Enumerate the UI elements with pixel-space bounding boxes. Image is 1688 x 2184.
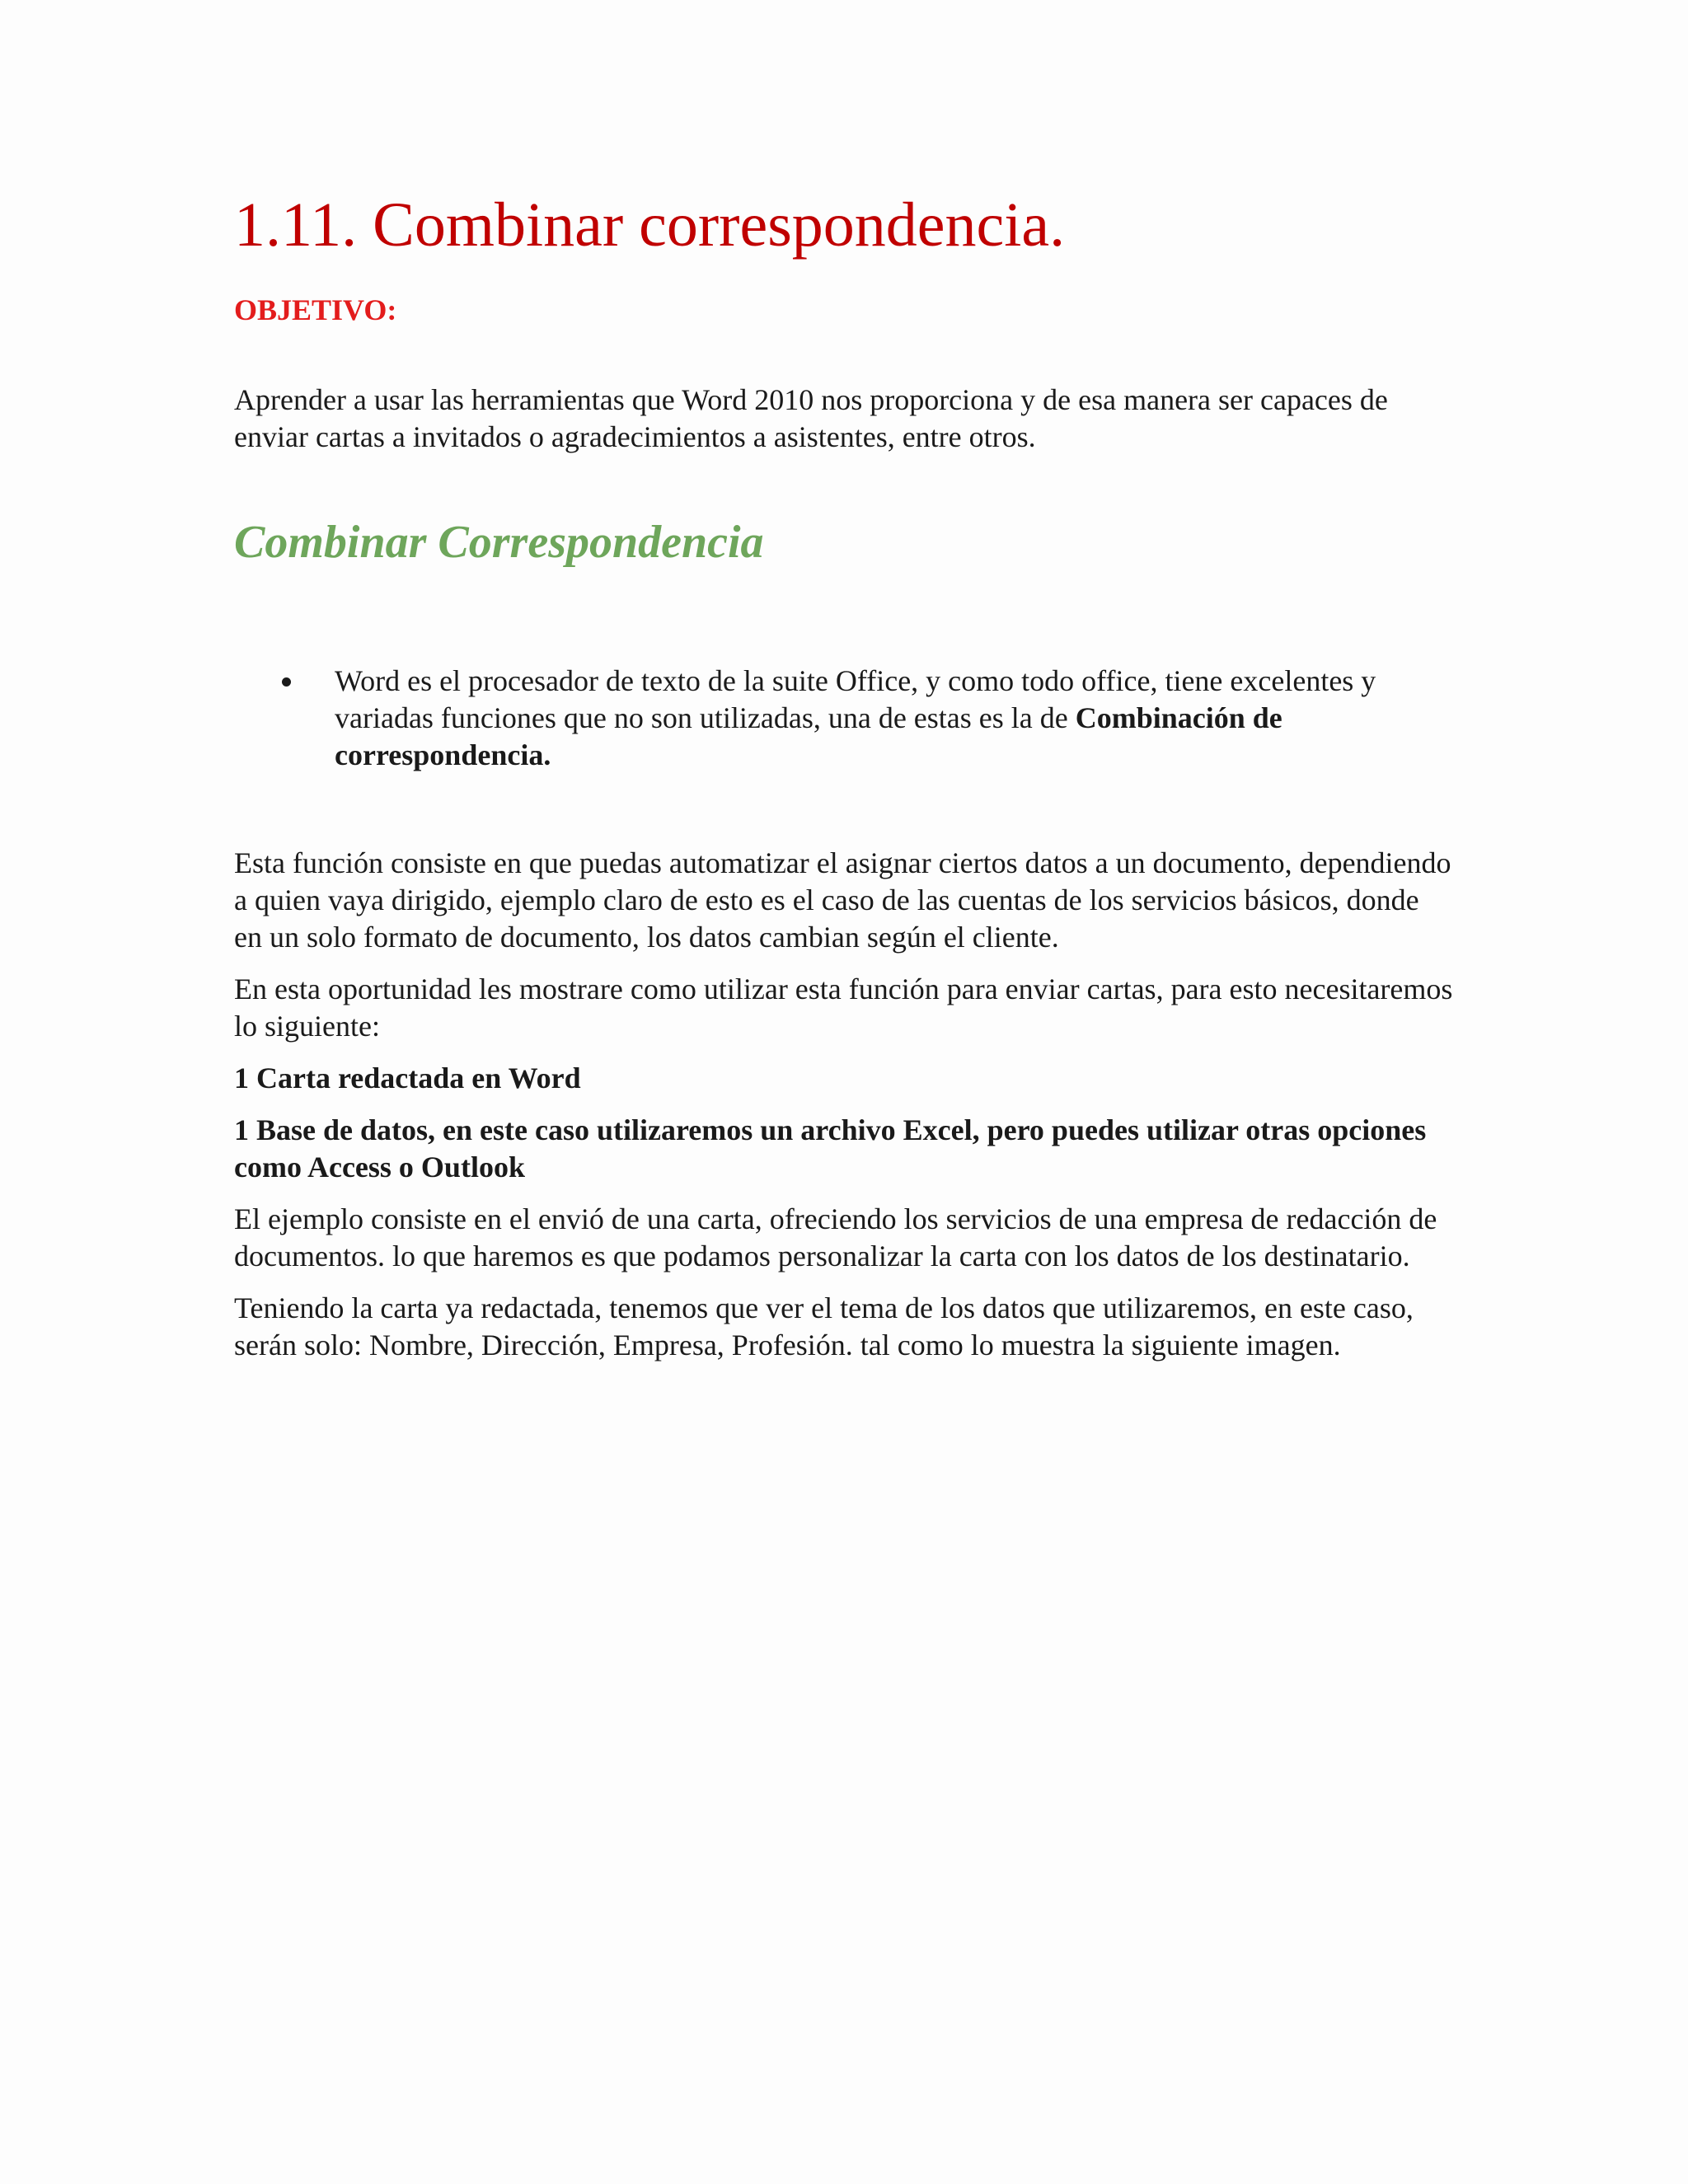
document-content <box>234 190 1454 1364</box>
bullet-bold-text: Combinación de correspondencia. <box>335 701 1282 771</box>
bullet-dot-icon <box>282 677 291 687</box>
objective-text: Aprender a usar las herramientas que Word 2010 nos proporciona y de esa manera ser capaces de enviar cartas a invitados o agradecimientos a asistentes, entre otros. <box>234 382 1388 453</box>
objective-label: OBJETIVO: <box>234 293 397 327</box>
paragraph-function-description: Esta función consiste en que puedas automatizar el asignar ciertos datos a un documento, dependiendo a quien vaya dirigido, ejemplo claro de esto es el caso de las cuentas de los servicios básicos, donde en un solo formato de documento, los datos cambian según el cliente. <box>234 846 1451 954</box>
requirement-database: 1 Base de datos, en este caso utilizaremos un archivo Excel, pero puedes utilizar otras opciones como Access o Outlook <box>234 1113 1427 1183</box>
requirement-letter: 1 Carta redactada en Word <box>234 1061 581 1094</box>
paragraph-opportunity: En esta oportunidad les mostrare como utilizar esta función para enviar cartas, para esto necesitaremos lo siguiente: <box>234 972 1453 1043</box>
document-title: 1.11. Combinar correspondencia. <box>234 190 1066 260</box>
section-heading: Combinar Correspondencia <box>234 516 764 568</box>
bullet-item <box>234 663 1454 774</box>
paragraph-example: El ejemplo consiste en el envió de una carta, ofreciendo los servicios de una empresa de redacción de documentos. lo que haremos es que podamos personalizar la carta con los datos de los destinatario. <box>234 1202 1437 1272</box>
paragraph-data-fields: Teniendo la carta ya redactada, tenemos que ver el tema de los datos que utilizaremos, en este caso, serán solo: Nombre, Dirección, Empresa, Profesión. tal como lo muestra la siguiente imagen. <box>234 1291 1414 1361</box>
bullet-list <box>234 663 1454 774</box>
bullet-text: Word es el procesador de texto de la suite Office, y como todo office, tiene excelentes y variadas funciones que no son utilizadas, una de estas es la de <box>335 663 1376 734</box>
